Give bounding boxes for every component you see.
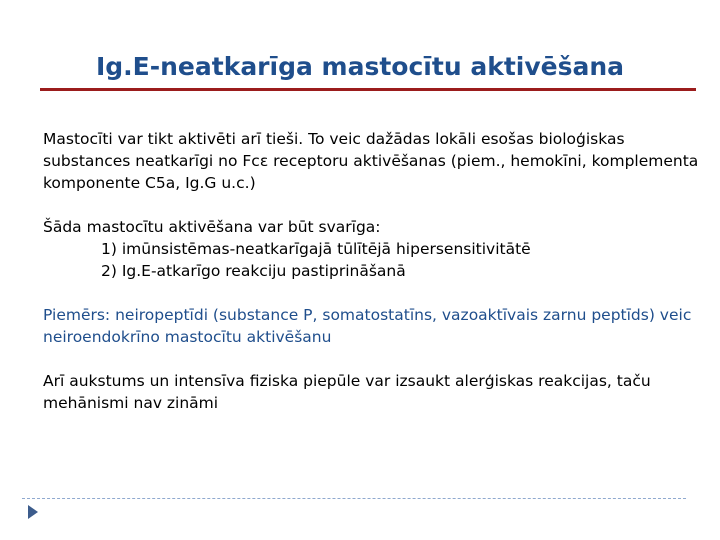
importance-intro: Šāda mastocītu aktivēšana var būt svarīga: — [43, 218, 381, 236]
footer-divider — [22, 498, 686, 499]
title-underline — [40, 88, 696, 91]
slide-content — [43, 128, 703, 436]
paragraph-importance — [43, 216, 703, 282]
paragraph-direct-activation: Mastocīti var tikt aktivēti arī tieši. To veic dažādas lokāli esošas bioloģiskas substances neatkarīgi no Fcε receptoru aktivēšanas (piem., hemokīni, komplementa komponente C5a, Ig.G u.c.) — [43, 130, 699, 192]
paragraph-cold-exercise: Arī aukstums un intensīva fiziska piepūle var izsaukt alerģiskas reakcijas, taču mehānismi nav zināmi — [43, 372, 651, 412]
paragraph-neuropeptides: Piemērs: neiropeptīdi (substance P, somatostatīns, vazoaktīvais zarnu peptīds) veic neiroendokrīno mastocītu aktivēšanu — [43, 306, 692, 346]
list-item: 1) imūnsistēmas-neatkarīgajā tūlītējā hipersensitivitātē — [101, 240, 531, 258]
list-item: 2) Ig.E-atkarīgo reakciju pastiprināšanā — [101, 262, 406, 280]
triangle-right-icon — [28, 505, 38, 519]
slide-title: Ig.E-neatkarīga mastocītu aktivēšana — [95, 52, 625, 81]
